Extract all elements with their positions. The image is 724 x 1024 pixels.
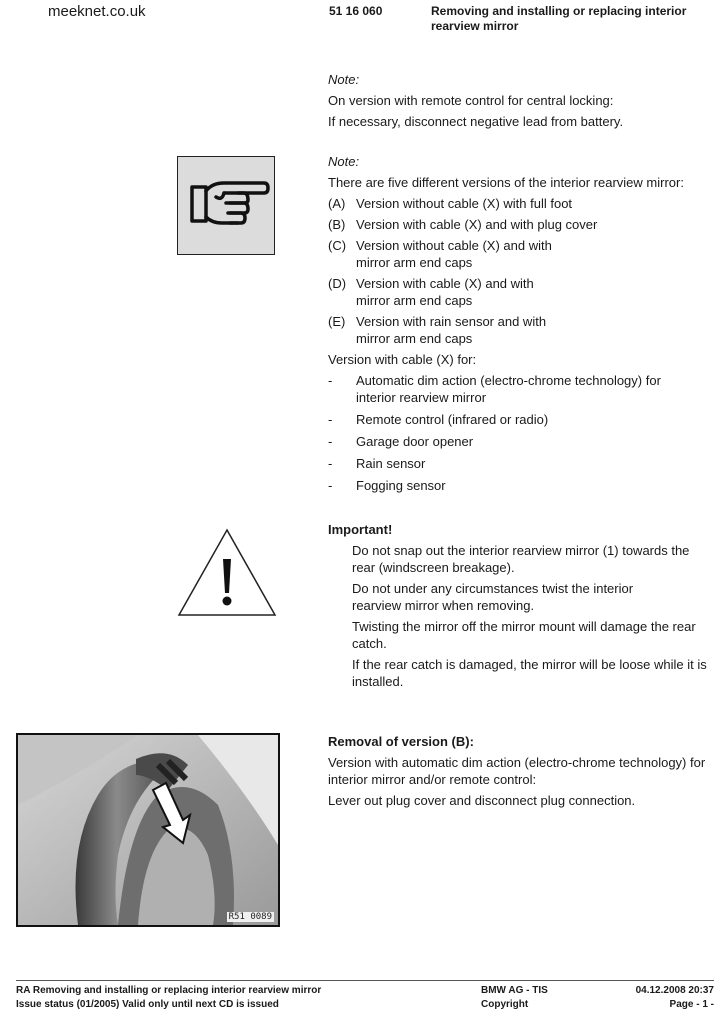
note-section-battery [328,71,708,134]
list-item [328,372,708,406]
list-item-text: Garage door opener [356,434,474,449]
list-item [328,477,708,494]
footer-title: RA Removing and installing or replacing interior rearview mirror [16,985,322,996]
footer-brand: BMW AG - TIS [481,985,548,996]
list-item-text: Rain sensor [356,456,426,471]
list-item [328,455,708,472]
important-label: Important! [328,522,393,537]
list-dash: - [328,434,333,449]
footer-date: 04.12.2008 20:37 [635,985,714,996]
footer-page-number: Page - 1 - [669,999,714,1010]
version-letter: (E) [328,314,346,329]
note-line: If necessary, disconnect negative lead from battery. [328,114,624,129]
list-dash: - [328,478,333,493]
list-item [328,195,708,212]
important-item: Twisting the mirror off the mirror mount will damage the rear catch. [352,619,696,651]
note-label: Note: [328,72,360,87]
document-number: 51 16 060 [329,4,383,18]
document-title: Removing and installing or replacing interior rearview mirror [431,4,687,33]
note-line: On version with remote control for central locking: [328,93,614,108]
list-item [328,275,708,309]
list-item [328,313,708,347]
footer-copyright: Copyright [481,999,529,1010]
mirror-mount-photo [16,733,280,927]
list-item-text: Automatic dim action (electro-chrome technology) for interior rearview mirror [356,373,661,405]
version-text: Version with rain sensor and with mirror arm end caps [356,314,547,346]
cable-intro: Version with cable (X) for: [328,352,477,367]
version-text: Version with cable (X) and with mirror arm end caps [356,276,534,308]
cable-feature-list [328,372,708,494]
note-label: Note: [328,154,360,169]
warning-triangle-icon [176,527,278,619]
important-item: Do not snap out the interior rearview mirror (1) towards the rear (windscreen breakage). [352,543,690,575]
list-item [328,411,708,428]
footer-issue-status: Issue status (01/2005) Valid only until next CD is issued [16,999,279,1010]
version-text: Version without cable (X) and with mirror arm end caps [356,238,552,270]
removal-line: Version with automatic dim action (electro-chrome technology) for interior mirror and/or remote control: [328,755,706,787]
list-item [328,216,708,233]
removal-section [328,733,708,813]
version-text: Version with cable (X) and with plug cover [356,217,598,232]
list-dash: - [328,412,333,427]
removal-line: Lever out plug cover and disconnect plug connection. [328,793,636,808]
versions-intro: There are five different versions of the interior rearview mirror: [328,175,684,190]
version-letter: (A) [328,196,346,211]
hand-pointer-icon [177,156,275,255]
footer-divider [16,980,714,981]
note-section-versions [328,153,708,499]
important-item: Do not under any circumstances twist the interior rearview mirror when removing. [352,581,634,613]
removal-label: Removal of version (B): [328,734,474,749]
site-name: meeknet.co.uk [48,3,146,20]
list-item-text: Remote control (infrared or radio) [356,412,549,427]
version-list [328,195,708,347]
important-item: If the rear catch is damaged, the mirror will be loose while it is installed. [352,657,707,689]
list-item [328,237,708,271]
important-section [328,521,708,694]
list-item-text: Fogging sensor [356,478,446,493]
version-letter: (C) [328,238,347,253]
version-letter: (B) [328,217,346,232]
version-text: Version without cable (X) with full foot [356,196,573,211]
figure-label: R51 0089 [228,912,272,922]
list-dash: - [328,373,333,388]
list-item [328,433,708,450]
list-dash: - [328,456,333,471]
version-letter: (D) [328,276,347,291]
